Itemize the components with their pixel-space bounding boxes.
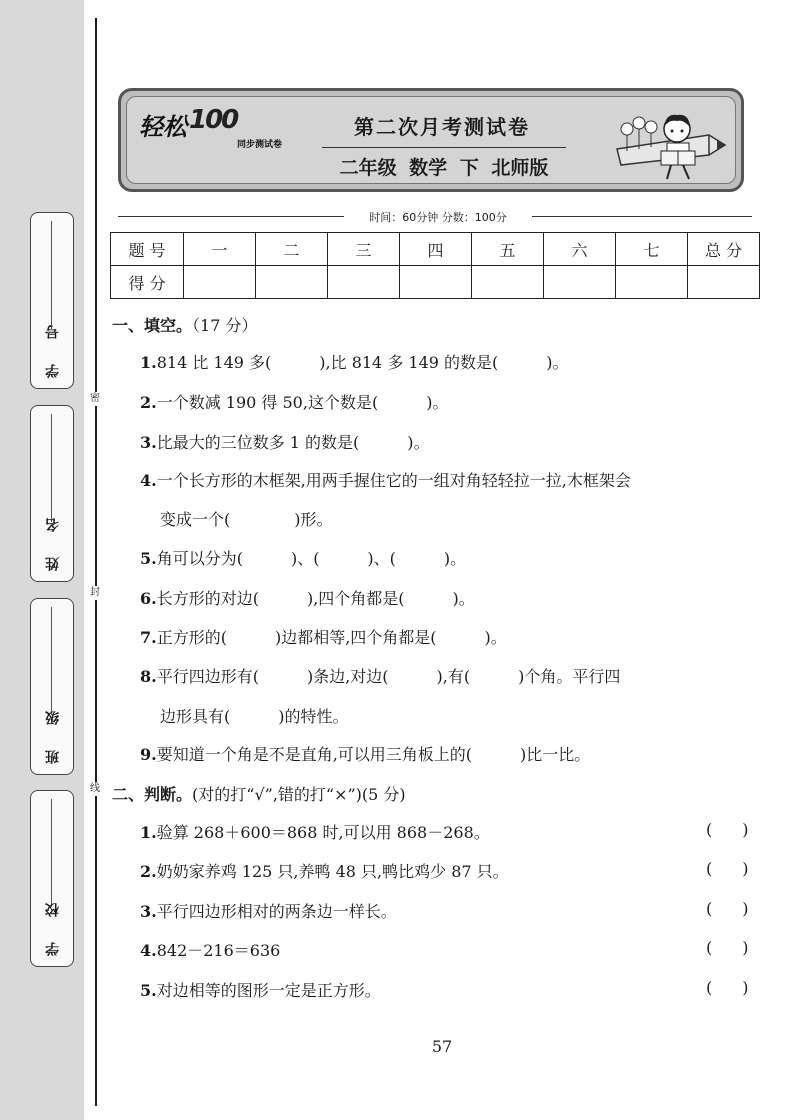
answer-blank[interactable]: () <box>706 938 779 957</box>
exam-info: 时间：60分钟 分数：100分 <box>348 209 528 225</box>
column-header: 总 分 <box>688 233 760 266</box>
column-header: 一 <box>184 233 256 266</box>
question-item: 6.长方形的对边( ),四个角都是( )。 <box>140 589 475 608</box>
page-number: 57 <box>431 1037 453 1056</box>
question-item: 5.角可以分为( )、( )、( )。 <box>140 549 467 568</box>
class-field[interactable] <box>30 598 74 775</box>
score-cell[interactable] <box>472 266 544 299</box>
question-item: 8.平行四边形有( )条边,对边( ),有( )个角。平行四 <box>140 667 621 686</box>
cut-mark-line: 线 <box>90 783 100 794</box>
binding-line <box>95 18 97 1106</box>
question-item: 2.奶奶家养鸡 125 只,养鸭 48 只,鸭比鸡少 87 只。 <box>140 862 509 881</box>
score-cell[interactable] <box>688 266 760 299</box>
section-title: 一、填空。 <box>112 316 193 335</box>
table-row <box>111 266 760 299</box>
question-continuation: 边形具有( )的特性。 <box>160 707 349 726</box>
name-label: 姓 名 <box>45 508 61 571</box>
exam-info-line <box>118 209 752 223</box>
answer-blank[interactable]: () <box>706 899 779 918</box>
score-cell[interactable] <box>256 266 328 299</box>
question-item: 5.对边相等的图形一定是正方形。 <box>140 981 381 1000</box>
section-instruction: (对的打“√”,错的打“×”)(5 分) <box>192 785 406 804</box>
header-banner <box>118 88 744 192</box>
score-cell[interactable] <box>328 266 400 299</box>
section-fill-blank-heading <box>112 313 257 336</box>
title-divider <box>322 147 566 148</box>
exam-subtitle: 二年级 数学 下 北师版 <box>339 157 549 179</box>
question-item: 1.验算 268＋600＝868 时,可以用 868－268。 <box>140 823 490 842</box>
section-true-false-heading <box>112 782 406 805</box>
question-item: 7.正方形的( )边都相等,四个角都是( )。 <box>140 628 507 647</box>
student-id-label: 学 号 <box>45 315 61 378</box>
question-item: 9.要知道一个角是不是直角,可以用三角板上的( )比一比。 <box>140 745 591 764</box>
row-header: 得 分 <box>111 266 184 299</box>
question-item: 3.平行四边形相对的两条边一样长。 <box>140 902 397 921</box>
score-cell[interactable] <box>400 266 472 299</box>
cut-mark-close: 封 <box>90 587 100 598</box>
class-label: 班 级 <box>45 701 61 764</box>
score-table <box>110 232 760 299</box>
brand-logo <box>139 107 299 155</box>
answer-blank[interactable]: () <box>706 820 779 839</box>
brand-number: 100 <box>189 105 238 135</box>
question-item: 2.一个数减 190 得 50,这个数是( )。 <box>140 393 449 412</box>
column-header: 五 <box>472 233 544 266</box>
question-item: 4.842－216＝636 <box>140 941 281 960</box>
column-header: 七 <box>616 233 688 266</box>
field-rule <box>51 221 52 329</box>
question-item: 3.比最大的三位数多 1 的数是( )。 <box>140 433 430 452</box>
score-cell[interactable] <box>616 266 688 299</box>
table-row <box>111 233 760 266</box>
field-rule <box>51 799 52 907</box>
cut-mark-seal: 密 <box>90 393 100 404</box>
question-item: 1.814 比 149 多( ),比 814 多 149 的数是( )。 <box>140 353 569 372</box>
brand-name: 轻松 <box>139 113 187 141</box>
student-reading-illustration <box>613 105 729 185</box>
score-cell[interactable] <box>544 266 616 299</box>
question-continuation: 变成一个( )形。 <box>160 510 333 529</box>
brand-subtitle: 同步测试卷 <box>237 140 283 150</box>
question-item: 4.一个长方形的木框架,用两手握住它的一组对角轻轻拉一拉,木框架会 <box>140 471 631 490</box>
school-field[interactable] <box>30 790 74 967</box>
field-rule <box>51 607 52 715</box>
section-title: 二、判断。 <box>112 785 193 804</box>
student-id-field[interactable] <box>30 212 74 389</box>
column-header: 三 <box>328 233 400 266</box>
column-header: 六 <box>544 233 616 266</box>
row-header: 题 号 <box>111 233 184 266</box>
school-label: 学 校 <box>45 893 61 956</box>
score-cell[interactable] <box>184 266 256 299</box>
answer-blank[interactable]: () <box>706 978 779 997</box>
column-header: 二 <box>256 233 328 266</box>
name-field[interactable] <box>30 405 74 582</box>
column-header: 四 <box>400 233 472 266</box>
section-points: （17 分） <box>192 316 258 335</box>
answer-blank[interactable]: () <box>706 859 779 878</box>
exam-title: 第二次月考测试卷 <box>354 115 530 139</box>
field-rule <box>51 414 52 522</box>
